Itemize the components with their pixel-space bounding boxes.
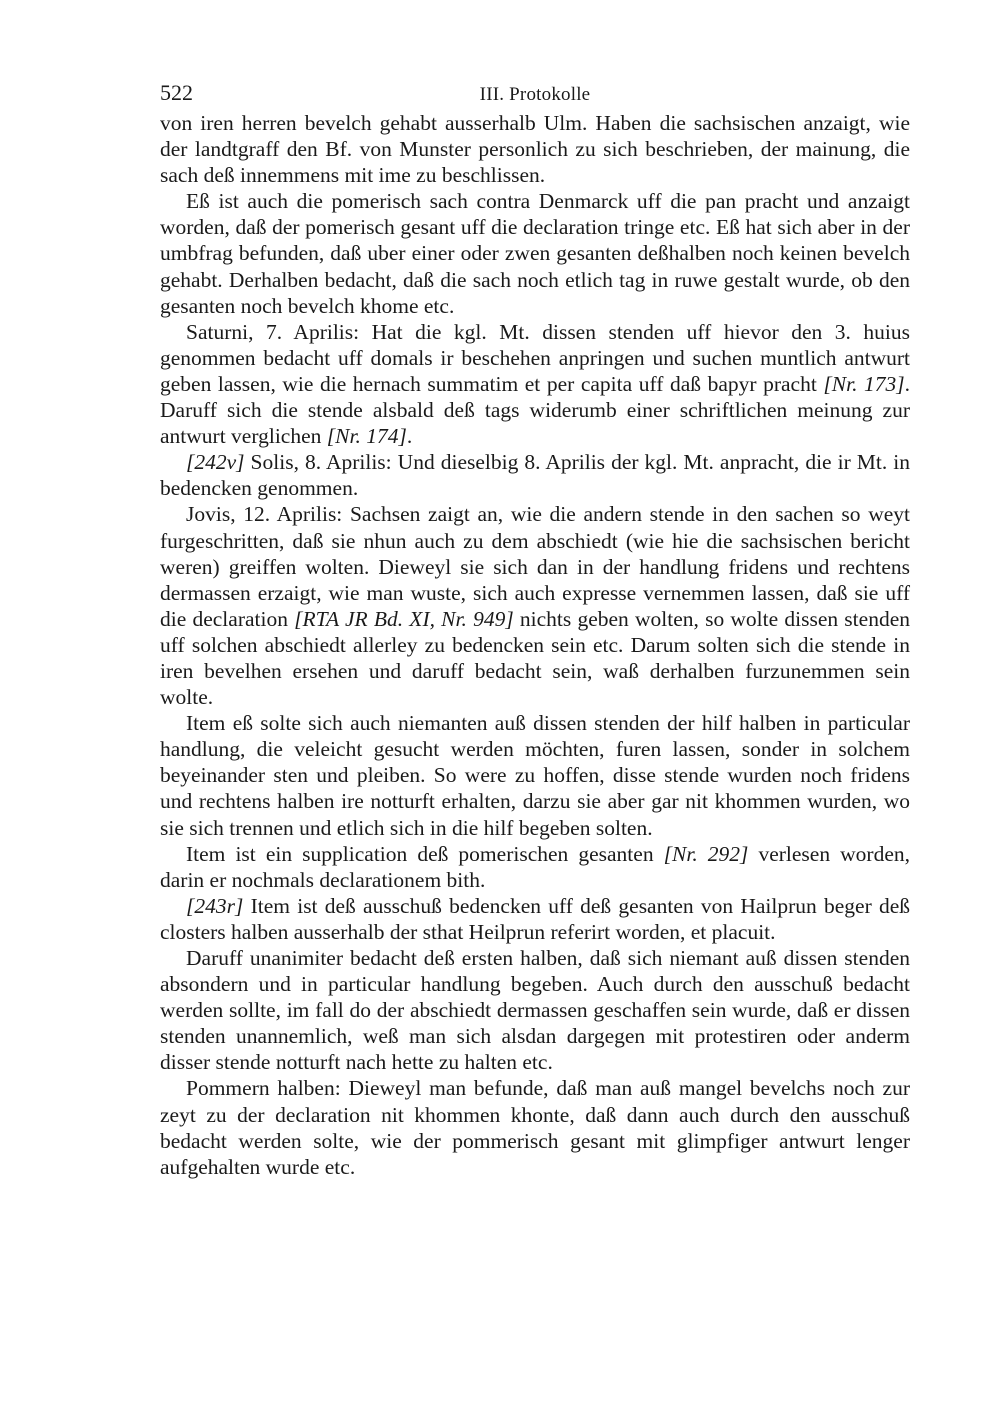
text-span: Pommern halben: Dieweyl man befunde, daß man auß mangel bevelchs noch zur zeyt zu der declaration nit khommen khonte, daß dann auch durch den ausschuß bedacht werden solte, wie der pommerisch gesant mit glimpfiger antwurt lenger aufgehalten wurde etc. (160, 1076, 910, 1179)
text-span: Daruff unanimiter bedacht deß ersten halben, daß sich niemant auß dissen stenden absondern und in particular handlung begeben. Auch durch den ausschuß bedacht werden sollte, im fall do der abschiedt dermassen geschaffen sein wurde, daß er dissen stenden unannemlich, weß man sich alsdan dargegen mit protestiren oder anderm disser stende notturft nach hette zu halten etc. (160, 946, 910, 1075)
paragraph (160, 1075, 910, 1179)
paragraph (160, 841, 910, 893)
paragraph (160, 945, 910, 1075)
text-span: von iren herren bevelch gehabt ausserhalb Ulm. Haben die sachsischen anzaigt, wie der landtgraff den Bf. von Munster personlich zu sich beschrieben, der mainung, die sach deß innemmens mit ime zu beschlissen. (160, 111, 910, 188)
document-reference: [Nr. 292] (663, 841, 749, 866)
folio-reference: [243r] (186, 893, 244, 918)
document-page (160, 76, 910, 1180)
running-head: III. Protokolle (479, 84, 591, 105)
text-span: Item ist ein supplication deß pomerischen gesanten (186, 841, 664, 866)
text-span: . Daruff sich die stende alsbald deß tags widerumb einer schriftlichen meinung zur antwurt verglichen (160, 371, 910, 449)
text-span: verlesen worden, darin er nochmals declarationem bith. (160, 841, 910, 892)
text-span: nichts geben wolten, so wolte dissen stenden uff solchen abschiedt allerley zu bedencken sein etc. Darum solten sich die stende in iren bevelhen ersehen und daruff bedacht sein, waß derhalben furzunemmen sein wolte. (160, 606, 910, 710)
body-text (160, 110, 910, 1180)
text-span: Eß ist auch die pomerisch sach contra Denmarck uff die pan pracht und anzaigt worden, daß der pomerisch gesant uff die declaration tringe etc. Eß hat sich aber in der umbfrag befunden, daß uber einer oder zwen gesanten deßhalben noch keinen bevelch gehabt. Derhalben bedacht, daß die sach noch etlich tag in ruwe gestalt wurde, ob den gesanten noch bevelch khome etc. (160, 189, 910, 318)
paragraph (160, 319, 910, 449)
paragraph (160, 710, 910, 840)
text-span: Jovis, 12. Aprilis: Sachsen zaigt an, wie die andern stende in den sachen so weyt furgeschritten, daß sie nhun auch zu dem abschiedt (wie hie die sachsischen bericht weren) greiffen wolten. Dieweyl sie sich dan in der handlung fridens und rechtens dermassen erzaigt, wie man wuste, sich auch expresse vernemmen lassen, daß sie uff die declaration (160, 502, 910, 631)
text-span: Item ist deß ausschuß bedencken uff deß gesanten von Hailprun beger deß closters halben ausserhalb der sthat Heilprun referirt worden, et placuit. (160, 893, 910, 944)
paragraph (160, 188, 910, 318)
document-reference: [Nr. 173] (823, 371, 905, 396)
paragraph (160, 893, 910, 945)
text-span: Item eß solte sich auch niemanten auß dissen stenden der hilf halben in particular handlung, die veleicht gesucht werden möchten, furen lassen, sonder in solchem beyeinander sten und pleiben. So were zu hoffen, disse stende wurden noch fridens und rechtens halben ire notturft erhalten, darzu sie aber gar nit khommen wurden, wo sie sich trennen und etlich sich in die hilf begeben solten. (160, 711, 910, 840)
paragraph (160, 449, 910, 501)
text-span: Saturni, 7. Aprilis: Hat die kgl. Mt. dissen stenden uff hievor den 3. huius genommen bedacht uff domals ir beschehen anpringen und suchen muntlich antwurt geben lassen, wie die hernach summatim et per capita uff daß bapyr pracht (160, 319, 910, 396)
document-reference: [RTA JR Bd. XI, Nr. 949] (294, 606, 514, 631)
page-header (160, 76, 910, 108)
paragraph (160, 110, 910, 188)
folio-reference: [242v] (186, 450, 245, 475)
page-number: 522 (160, 80, 193, 105)
paragraph (160, 501, 910, 710)
text-span: Solis, 8. Aprilis: Und dieselbig 8. Aprilis der kgl. Mt. anpracht, die ir Mt. in bedencken genommen. (160, 450, 910, 501)
text-span: . (406, 424, 413, 449)
document-reference: [Nr. 174] (326, 424, 407, 449)
